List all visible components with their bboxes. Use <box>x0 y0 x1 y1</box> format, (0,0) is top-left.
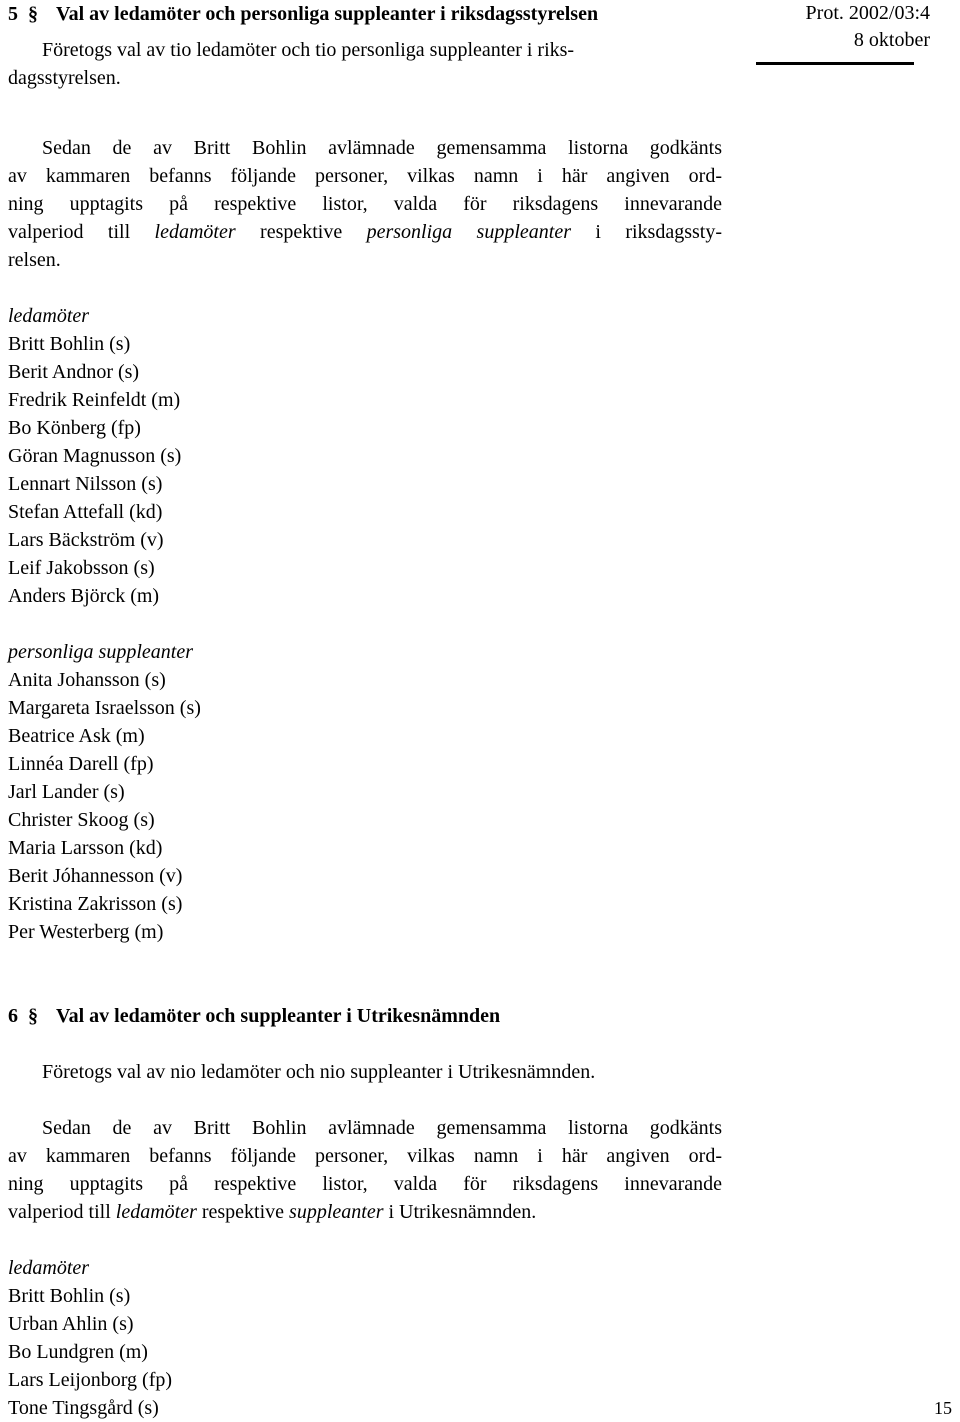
body-text: valperiod till <box>8 1201 116 1223</box>
body-line <box>8 218 722 246</box>
section-5-intro-line1: Företogs val av tio ledamöter och tio personliga suppleanter i riks- <box>42 39 575 61</box>
section-6-body <box>8 1114 722 1226</box>
section-number: 5 <box>8 3 18 25</box>
header-rule <box>756 62 914 65</box>
section-6-members-list <box>8 1254 172 1422</box>
section-6-heading <box>8 1002 500 1030</box>
list-item: Linnéa Darell (fp) <box>8 753 154 775</box>
list-item: Britt Bohlin (s) <box>8 1285 131 1307</box>
protocol-header <box>806 0 930 54</box>
list-item: Lars Bäckström (v) <box>8 529 164 551</box>
section-5-body <box>8 134 722 274</box>
section-title: Val av ledamöter och personliga suppleanter i riksdagsstyrelsen <box>56 3 599 25</box>
list-item: Per Westerberg (m) <box>8 921 164 943</box>
section-title: Val av ledamöter och suppleanter i Utrikesnämnden <box>56 1005 501 1027</box>
list-item: Christer Skoog (s) <box>8 809 155 831</box>
body-text: i Utrikesnämnden. <box>383 1201 537 1223</box>
italic-term: personliga suppleanter <box>366 221 571 243</box>
body-line <box>8 1198 722 1226</box>
body-line: relsen. <box>8 249 61 271</box>
protocol-date: 8 oktober <box>853 29 930 51</box>
list-item: Stefan Attefall (kd) <box>8 501 163 523</box>
list-item: Bo Könberg (fp) <box>8 417 141 439</box>
section-5-intro-line2: dagsstyrelsen. <box>8 67 121 89</box>
list-item: Lennart Nilsson (s) <box>8 473 163 495</box>
body-text: respektive <box>235 221 367 243</box>
list-item: Kristina Zakrisson (s) <box>8 893 183 915</box>
italic-term: suppleanter <box>289 1201 384 1223</box>
list-item: Margareta Israelsson (s) <box>8 697 201 719</box>
list-item: Britt Bohlin (s) <box>8 333 131 355</box>
body-line: Sedan de av Britt Bohlin avlämnade gemensamma listorna godkänts <box>42 137 722 159</box>
page-number: 15 <box>934 1398 952 1418</box>
section-5-members-list <box>8 302 181 610</box>
body-text: valperiod till <box>8 221 155 243</box>
section-number: 6 <box>8 1005 18 1027</box>
list-item: Jarl Lander (s) <box>8 781 125 803</box>
section-symbol: § <box>28 1005 38 1027</box>
italic-term: ledamöter <box>115 1201 197 1223</box>
list-item: Fredrik Reinfeldt (m) <box>8 389 181 411</box>
substitutes-label: personliga suppleanter <box>8 641 193 663</box>
body-line: ning upptagits på respektive listor, valda för riksdagens innevarande <box>8 193 722 215</box>
section-5-substitutes-list <box>8 638 201 946</box>
members-label: ledamöter <box>8 305 90 327</box>
body-text: respektive <box>196 1201 290 1223</box>
body-line: av kammaren befanns följande personer, vilkas namn i här angiven ord- <box>8 1145 722 1167</box>
section-5-heading <box>8 0 598 28</box>
body-text: i riksdagssty- <box>571 221 722 243</box>
body-line: Sedan de av Britt Bohlin avlämnade gemensamma listorna godkänts <box>42 1117 722 1139</box>
list-item: Berit Jóhannesson (v) <box>8 865 183 887</box>
list-item: Leif Jakobsson (s) <box>8 557 155 579</box>
list-item: Maria Larsson (kd) <box>8 837 163 859</box>
section-6-intro: Företogs val av nio ledamöter och nio suppleanter i Utrikesnämnden. <box>42 1061 596 1083</box>
list-item: Anita Johansson (s) <box>8 669 166 691</box>
list-item: Berit Andnor (s) <box>8 361 140 383</box>
list-item: Tone Tingsgård (s) <box>8 1397 159 1419</box>
body-line: ning upptagits på respektive listor, valda för riksdagens innevarande <box>8 1173 722 1195</box>
list-item: Lars Leijonborg (fp) <box>8 1369 173 1391</box>
section-symbol: § <box>28 3 38 25</box>
members-label: ledamöter <box>8 1257 90 1279</box>
list-item: Göran Magnusson (s) <box>8 445 182 467</box>
body-line: av kammaren befanns följande personer, vilkas namn i här angiven ord- <box>8 165 722 187</box>
list-item: Anders Björck (m) <box>8 585 160 607</box>
list-item: Bo Lundgren (m) <box>8 1341 148 1363</box>
italic-term: ledamöter <box>154 221 236 243</box>
protocol-number: Prot. 2002/03:4 <box>805 2 930 24</box>
list-item: Urban Ahlin (s) <box>8 1313 134 1335</box>
list-item: Beatrice Ask (m) <box>8 725 145 747</box>
